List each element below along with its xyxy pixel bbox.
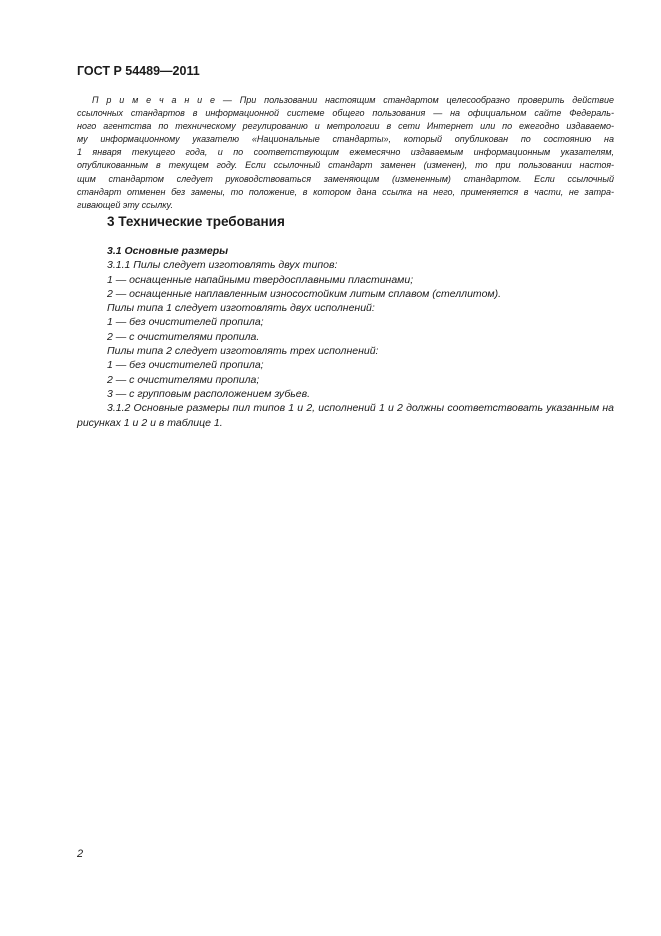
body-line: 1 — оснащенные напайными твердосплавными пластинами; — [107, 273, 414, 286]
section-body — [77, 244, 614, 430]
note-line: щим стандартом следует руководствоваться заменяющим (измененным) стандартом. Если ссылочный — [77, 173, 614, 184]
page-number: 2 — [77, 848, 84, 860]
body-line: 3.1.1 Пилы следует изготовлять двух типов: — [107, 259, 338, 272]
note-block — [77, 94, 614, 212]
note-line: П р и м е ч а н и е — При пользовании настоящим стандартом целесообразно проверить действие — [92, 95, 614, 105]
body-line: Пилы типа 2 следует изготовлять трех исполнений: — [107, 345, 379, 358]
note-line: стандарт отменен без замены, то положение, в котором дана ссылка на него, применяется в части, не затра- — [77, 186, 614, 197]
note-line: гивающей эту ссылку. — [77, 199, 173, 210]
body-line: 2 — с очистителями пропила. — [107, 330, 260, 343]
body-line: 1 — без очистителей пропила; — [107, 359, 264, 372]
body-line: 3 — с групповым расположением зубьев. — [107, 387, 311, 400]
note-line: ного агентства по техническому регулированию и метрологии в сети Интернет или по ежегодно издаваемо- — [77, 121, 614, 132]
body-line: 1 — без очистителей пропила; — [107, 316, 264, 329]
document-header: ГОСТ Р 54489—2011 — [77, 64, 200, 78]
body-line: 2 — с очистителями пропила; — [107, 373, 260, 386]
subsection-title: 3.1 Основные размеры — [107, 245, 229, 257]
note-line: ссылочных стандартов в информационной системе общего пользования — на официальном сайте Федераль- — [77, 108, 614, 119]
body-line: Пилы типа 1 следует изготовлять двух исполнений: — [107, 302, 375, 315]
body-paragraph: 3.1.2 Основные размеры пил типов 1 и 2, исполнений 1 и 2 должны соответствовать указанным на рисунках 1 и 2 и в таблице 1. — [77, 402, 614, 429]
body-line: 2 — оснащенные наплавленным износостойким литым сплавом (стеллитом). — [107, 287, 502, 300]
note-line: 1 января текущего года, и по соответствующим ежемесячно издаваемым информационным указателям, — [77, 147, 614, 158]
note-line: му информационному указателю «Национальные стандарты», который опубликован по состоянию на — [77, 134, 614, 145]
note-line: опубликованным в текущем году. Если ссылочный стандарт заменен (изменен), то при пользовании настоя- — [77, 160, 614, 171]
section-title: 3 Технические требования — [107, 214, 285, 229]
